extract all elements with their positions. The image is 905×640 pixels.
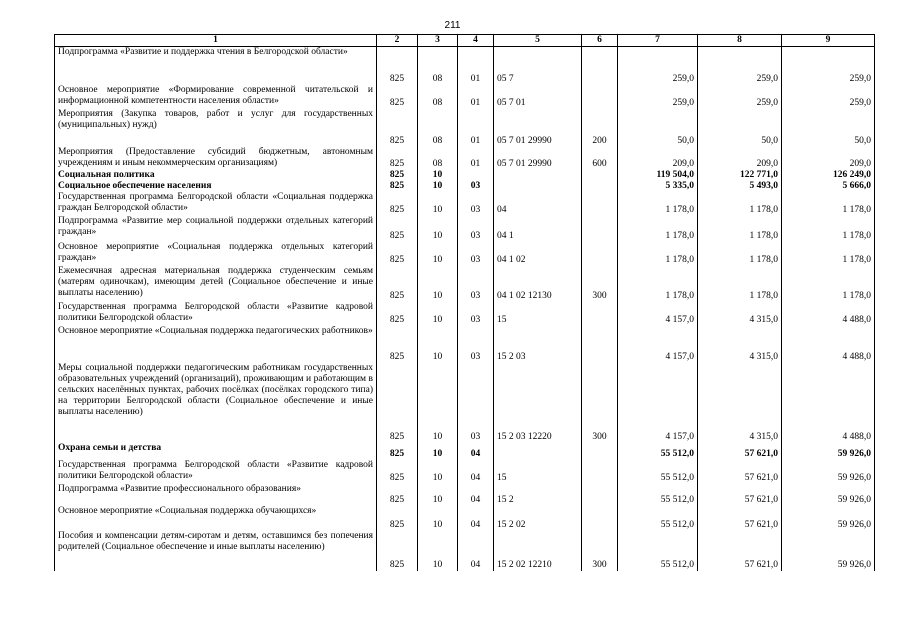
row-name: Подпрограмма «Развитие мер социальной поддержки отдельных категорий граждан» xyxy=(55,216,377,242)
row-amount-year2: 259,0 xyxy=(698,85,782,109)
row-amount-year3: 59 926,0 xyxy=(782,506,875,531)
row-amount-year3: 1 178,0 xyxy=(782,242,875,266)
table-row xyxy=(55,484,875,506)
row-amount-year2: 1 178,0 xyxy=(698,242,782,266)
column-header: 7 xyxy=(618,35,698,47)
row-target-article: 15 xyxy=(494,460,582,484)
column-header: 2 xyxy=(377,35,418,47)
row-amount-year2: 259,0 xyxy=(698,47,782,85)
column-header: 9 xyxy=(782,35,875,47)
row-subsection-code: 01 xyxy=(458,47,494,85)
row-amount-year1: 4 157,0 xyxy=(618,302,698,326)
row-amount-year3: 1 178,0 xyxy=(782,216,875,242)
row-section-code: 08 xyxy=(418,109,458,147)
row-name: Социальное обеспечение населения xyxy=(55,181,377,192)
row-grbs-code: 825 xyxy=(377,460,418,484)
row-target-article: 05 7 01 29990 xyxy=(494,147,582,170)
row-amount-year2: 57 621,0 xyxy=(698,506,782,531)
row-subsection-code: 03 xyxy=(458,363,494,443)
row-target-article: 15 2 03 12220 xyxy=(494,363,582,443)
row-name: Основное мероприятие «Социальная поддержка отдельных категорий граждан» xyxy=(55,242,377,266)
row-expense-type xyxy=(582,170,618,181)
row-grbs-code: 825 xyxy=(377,484,418,506)
row-amount-year3: 59 926,0 xyxy=(782,443,875,460)
row-subsection-code: 04 xyxy=(458,506,494,531)
row-target-article: 04 xyxy=(494,192,582,216)
row-target-article: 04 1 xyxy=(494,216,582,242)
row-amount-year1: 55 512,0 xyxy=(618,460,698,484)
row-subsection-code: 04 xyxy=(458,460,494,484)
row-amount-year2: 57 621,0 xyxy=(698,443,782,460)
row-amount-year1: 4 157,0 xyxy=(618,326,698,363)
row-subsection-code: 03 xyxy=(458,326,494,363)
table-row xyxy=(55,443,875,460)
row-amount-year3: 50,0 xyxy=(782,109,875,147)
table-row xyxy=(55,216,875,242)
row-subsection-code: 01 xyxy=(458,147,494,170)
row-grbs-code: 825 xyxy=(377,216,418,242)
row-amount-year2: 1 178,0 xyxy=(698,216,782,242)
row-amount-year2: 1 178,0 xyxy=(698,192,782,216)
row-amount-year1: 1 178,0 xyxy=(618,242,698,266)
row-expense-type xyxy=(582,460,618,484)
row-amount-year1: 50,0 xyxy=(618,109,698,147)
row-section-code: 10 xyxy=(418,460,458,484)
column-header: 6 xyxy=(582,35,618,47)
column-number-row xyxy=(55,35,875,47)
row-amount-year3: 209,0 xyxy=(782,147,875,170)
row-expense-type xyxy=(582,443,618,460)
table-row xyxy=(55,266,875,302)
row-target-article: 15 2 02 12210 xyxy=(494,531,582,571)
table-row xyxy=(55,47,875,85)
row-target-article: 15 xyxy=(494,302,582,326)
row-amount-year1: 55 512,0 xyxy=(618,506,698,531)
table-row xyxy=(55,181,875,192)
row-amount-year2: 50,0 xyxy=(698,109,782,147)
row-section-code: 10 xyxy=(418,242,458,266)
table-row xyxy=(55,147,875,170)
column-header: 3 xyxy=(418,35,458,47)
row-section-code: 10 xyxy=(418,443,458,460)
row-expense-type: 300 xyxy=(582,363,618,443)
table-row xyxy=(55,242,875,266)
row-expense-type xyxy=(582,216,618,242)
row-amount-year1: 55 512,0 xyxy=(618,484,698,506)
row-section-code: 08 xyxy=(418,47,458,85)
row-expense-type: 200 xyxy=(582,109,618,147)
row-name: Государственная программа Белгородской области «Развитие кадровой политики Белгородской области» xyxy=(55,460,377,484)
table-row xyxy=(55,85,875,109)
row-expense-type xyxy=(582,506,618,531)
row-name: Социальная политика xyxy=(55,170,377,181)
row-amount-year3: 259,0 xyxy=(782,85,875,109)
row-section-code: 10 xyxy=(418,363,458,443)
row-name: Основное мероприятие «Социальная поддержка обучающихся» xyxy=(55,506,377,531)
row-amount-year3: 4 488,0 xyxy=(782,326,875,363)
row-section-code: 10 xyxy=(418,216,458,242)
row-expense-type: 300 xyxy=(582,266,618,302)
row-subsection-code: 01 xyxy=(458,85,494,109)
row-section-code: 10 xyxy=(418,531,458,571)
row-amount-year3: 1 178,0 xyxy=(782,192,875,216)
table-row xyxy=(55,506,875,531)
row-amount-year2: 4 315,0 xyxy=(698,302,782,326)
row-section-code: 08 xyxy=(418,85,458,109)
row-expense-type xyxy=(582,326,618,363)
row-grbs-code: 825 xyxy=(377,363,418,443)
row-subsection-code: 03 xyxy=(458,266,494,302)
table-row xyxy=(55,531,875,571)
row-amount-year3: 126 249,0 xyxy=(782,170,875,181)
row-amount-year1: 1 178,0 xyxy=(618,266,698,302)
row-section-code: 10 xyxy=(418,170,458,181)
row-target-article: 04 1 02 12130 xyxy=(494,266,582,302)
row-amount-year3: 4 488,0 xyxy=(782,363,875,443)
row-grbs-code: 825 xyxy=(377,302,418,326)
row-amount-year1: 259,0 xyxy=(618,47,698,85)
row-section-code: 10 xyxy=(418,506,458,531)
row-amount-year2: 122 771,0 xyxy=(698,170,782,181)
row-amount-year3: 5 666,0 xyxy=(782,181,875,192)
row-amount-year3: 59 926,0 xyxy=(782,531,875,571)
row-target-article xyxy=(494,443,582,460)
row-expense-type xyxy=(582,242,618,266)
row-section-code: 10 xyxy=(418,326,458,363)
row-amount-year1: 209,0 xyxy=(618,147,698,170)
row-target-article: 15 2 03 xyxy=(494,326,582,363)
column-header: 5 xyxy=(494,35,582,47)
table-row xyxy=(55,170,875,181)
row-section-code: 10 xyxy=(418,302,458,326)
row-section-code: 10 xyxy=(418,266,458,302)
row-amount-year1: 119 504,0 xyxy=(618,170,698,181)
row-subsection-code xyxy=(458,170,494,181)
row-expense-type xyxy=(582,181,618,192)
row-amount-year2: 5 493,0 xyxy=(698,181,782,192)
row-amount-year1: 4 157,0 xyxy=(618,363,698,443)
row-name: Меры социальной поддержки педагогическим работникам государственных образовательных учреждений (организаций), проживающим и работающим в сельских населённых пунктах, рабочих посёлках (посёлках городского типа) на территории Белгородской области (Социальное обеспечение и иные выплаты населению) xyxy=(55,363,377,443)
row-target-article: 15 2 02 xyxy=(494,506,582,531)
row-subsection-code: 04 xyxy=(458,484,494,506)
row-name: Государственная программа Белгородской области «Социальная поддержка граждан Белгородской области» xyxy=(55,192,377,216)
row-name: Подпрограмма «Развитие и поддержка чтения в Белгородской области» xyxy=(55,47,377,85)
row-amount-year2: 57 621,0 xyxy=(698,460,782,484)
row-grbs-code: 825 xyxy=(377,506,418,531)
row-target-article xyxy=(494,181,582,192)
row-amount-year2: 209,0 xyxy=(698,147,782,170)
row-section-code: 10 xyxy=(418,181,458,192)
row-amount-year1: 259,0 xyxy=(618,85,698,109)
column-header: 4 xyxy=(458,35,494,47)
row-amount-year2: 4 315,0 xyxy=(698,326,782,363)
row-amount-year1: 5 335,0 xyxy=(618,181,698,192)
row-name: Государственная программа Белгородской области «Развитие кадровой политики Белгородской области» xyxy=(55,302,377,326)
row-expense-type xyxy=(582,302,618,326)
row-section-code: 10 xyxy=(418,484,458,506)
row-grbs-code: 825 xyxy=(377,242,418,266)
row-amount-year2: 57 621,0 xyxy=(698,531,782,571)
row-amount-year3: 259,0 xyxy=(782,47,875,85)
budget-table xyxy=(54,34,875,571)
table-body xyxy=(55,47,875,571)
row-amount-year2: 4 315,0 xyxy=(698,363,782,443)
row-grbs-code: 825 xyxy=(377,326,418,363)
row-grbs-code: 825 xyxy=(377,192,418,216)
row-amount-year1: 55 512,0 xyxy=(618,443,698,460)
row-subsection-code: 03 xyxy=(458,302,494,326)
row-expense-type xyxy=(582,484,618,506)
row-target-article xyxy=(494,170,582,181)
row-subsection-code: 03 xyxy=(458,216,494,242)
row-subsection-code: 03 xyxy=(458,192,494,216)
row-grbs-code: 825 xyxy=(377,170,418,181)
row-target-article: 15 2 xyxy=(494,484,582,506)
column-header: 1 xyxy=(55,35,377,47)
row-grbs-code: 825 xyxy=(377,531,418,571)
row-target-article: 05 7 01 29990 xyxy=(494,109,582,147)
row-name: Мероприятия (Предоставление субсидий бюджетным, автономным учреждениям и иным некоммерческим организациям) xyxy=(55,147,377,170)
row-amount-year3: 59 926,0 xyxy=(782,460,875,484)
row-subsection-code: 03 xyxy=(458,242,494,266)
table-row xyxy=(55,109,875,147)
row-name: Основное мероприятие «Социальная поддержка педагогических работников» xyxy=(55,326,377,363)
row-grbs-code: 825 xyxy=(377,85,418,109)
row-amount-year1: 55 512,0 xyxy=(618,531,698,571)
row-grbs-code: 825 xyxy=(377,147,418,170)
row-grbs-code: 825 xyxy=(377,47,418,85)
row-target-article: 05 7 xyxy=(494,47,582,85)
row-grbs-code: 825 xyxy=(377,181,418,192)
row-expense-type: 600 xyxy=(582,147,618,170)
table-row xyxy=(55,302,875,326)
row-amount-year3: 4 488,0 xyxy=(782,302,875,326)
row-grbs-code: 825 xyxy=(377,109,418,147)
row-target-article: 05 7 01 xyxy=(494,85,582,109)
row-name: Основное мероприятие «Формирование современной читательской и информационной компетентности населения области» xyxy=(55,85,377,109)
row-amount-year2: 57 621,0 xyxy=(698,484,782,506)
table-row xyxy=(55,460,875,484)
row-name: Охрана семьи и детства xyxy=(55,443,377,460)
table-row xyxy=(55,363,875,443)
row-name: Ежемесячная адресная материальная поддержка студенческим семьям (матерям одиночкам), имеющим детей (Социальное обеспечение и иные выплаты населению) xyxy=(55,266,377,302)
row-name: Мероприятия (Закупка товаров, работ и услуг для государственных (муниципальных) нужд) xyxy=(55,109,377,147)
row-target-article: 04 1 02 xyxy=(494,242,582,266)
row-amount-year1: 1 178,0 xyxy=(618,216,698,242)
row-section-code: 10 xyxy=(418,192,458,216)
page-number: 211 xyxy=(444,20,461,31)
row-amount-year3: 59 926,0 xyxy=(782,484,875,506)
row-name: Подпрограмма «Развитие профессионального образования» xyxy=(55,484,377,506)
row-grbs-code: 825 xyxy=(377,443,418,460)
row-amount-year1: 1 178,0 xyxy=(618,192,698,216)
row-amount-year3: 1 178,0 xyxy=(782,266,875,302)
row-expense-type xyxy=(582,85,618,109)
row-subsection-code: 04 xyxy=(458,531,494,571)
row-name: Пособия и компенсации детям-сиротам и детям, оставшимся без попечения родителей (Социальное обеспечение и иные выплаты населению) xyxy=(55,531,377,571)
row-section-code: 08 xyxy=(418,147,458,170)
row-expense-type xyxy=(582,47,618,85)
column-header: 8 xyxy=(698,35,782,47)
row-subsection-code: 01 xyxy=(458,109,494,147)
row-expense-type xyxy=(582,192,618,216)
row-grbs-code: 825 xyxy=(377,266,418,302)
row-subsection-code: 04 xyxy=(458,443,494,460)
table-row xyxy=(55,192,875,216)
table-row xyxy=(55,326,875,363)
row-amount-year2: 1 178,0 xyxy=(698,266,782,302)
row-subsection-code: 03 xyxy=(458,181,494,192)
row-expense-type: 300 xyxy=(582,531,618,571)
